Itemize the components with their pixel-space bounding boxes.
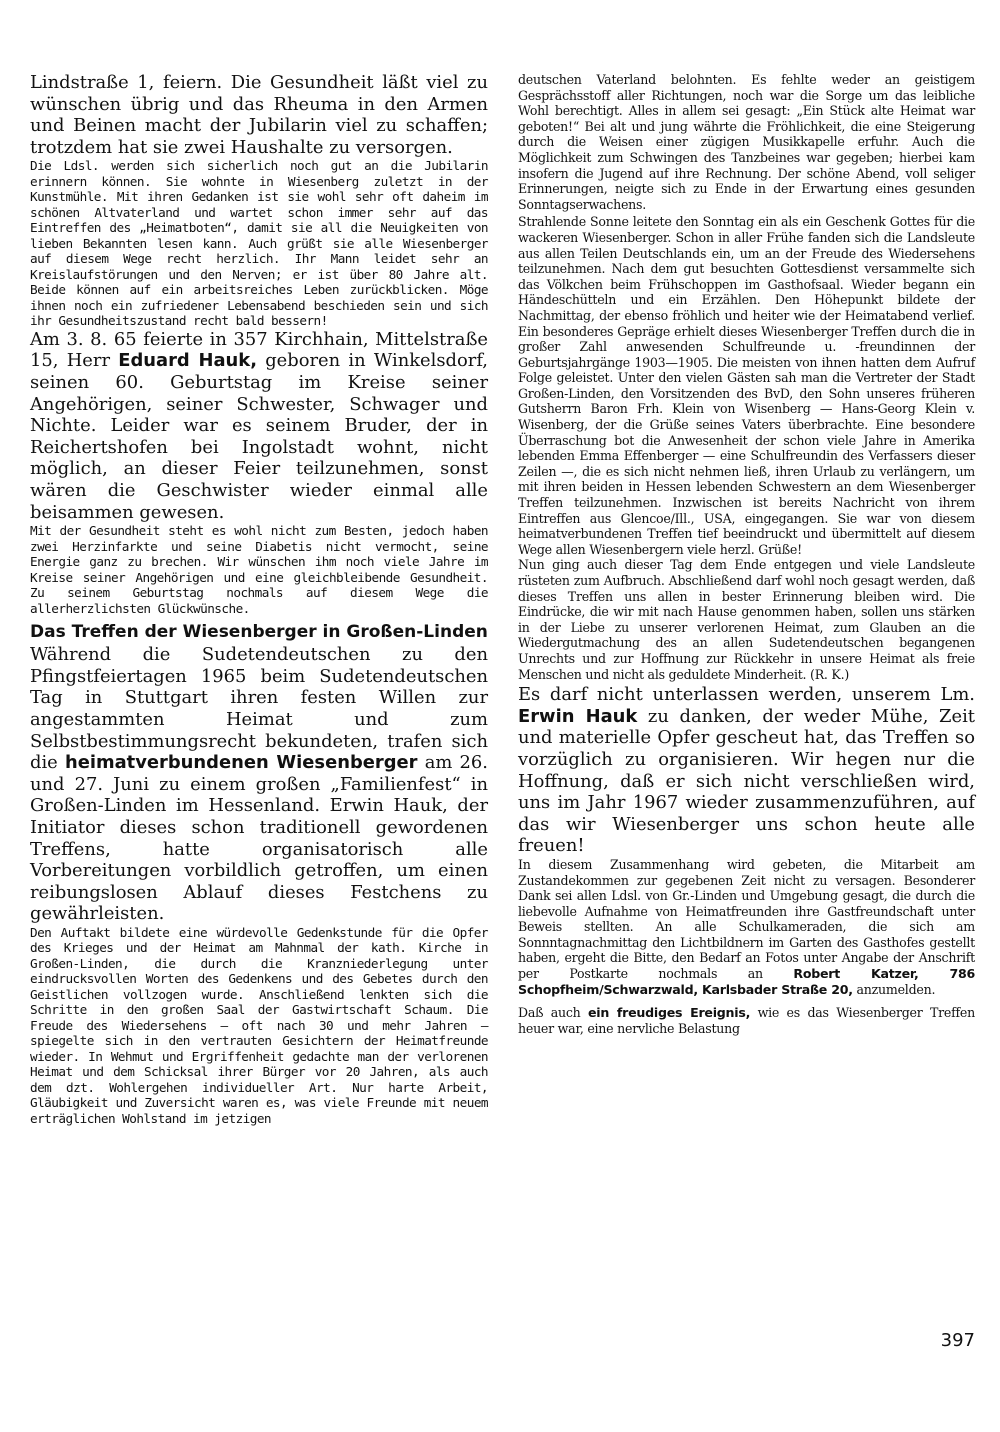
paragraph-jubilarin: Lindstraße 1, feiern. Die Gesundheit läßt viel zu wünschen übrig und das Rheuma in den Armen und Beinen macht der Jubilarin viel zu schaffen; trotzdem hat sie zwei Haushalte zu versorgen.	[30, 72, 488, 158]
paragraph-auftakt: Den Auftakt bildete eine würdevolle Gedenkstunde für die Opfer des Krieges und der Heimat am Mahnmal der kath. Kirche in Großen-Linden, die durch die Kranzniederlegung unter eindrucksvollen Worten des Gedenkens und des Gebetes durch den Geistlichen vollzogen wurde. Anschließend lenkten sich die Schritte in den großen Saal der Gastwirtschaft Schaum. Die Freude des Wiedersehens — oft nach 30 und mehr Jahren — spiegelte sich in den vertrauten Gesichtern der Heimatfreunde wieder. In Wehmut und Ergriffenheit gedachte man der verlorenen Heimat und dem Schicksal ihrer Bürger vor 20 Jahren, als auch dem dzt. Wohlergehen individueller Art. Nur harte Arbeit, Gläubigkeit und Zuversicht waren es, was viele Freunde mit neuem erträglichen Wohlstand im jetzigen	[30, 924, 488, 1126]
paragraph-vaterland: deutschen Vaterland belohnten. Es fehlte weder an geistigem Gesprächsstoff aller Richtungen, noch war die Sorge um das leibliche Wohl berechtigt. Alles in allem sei gesagt: „Ein Stück alte Heimat war geboten!“ Bei alt und jung währte die Fröhlichkeit, die eine Steigerung durch die Weisen einer zügigen Musikkapelle erfuhr. Auch die Möglichkeit zum Schwingen des Tanzbeines war gegeben; hierbei kam insofern die Jugend auf ihre Rechnung. Der schöne Abend, voll seliger Erinnerungen, neigte sich zu Ende in der Erwartung eines gesunden Sonntagserwachens.	[518, 72, 975, 212]
bold-freudiges-ereignis: ein freudiges Ereignis,	[588, 1005, 751, 1021]
right-column	[518, 72, 975, 1036]
paragraph-treffen-intro: Während die Sudetendeutschen zu den Pfingstfeiertagen 1965 beim Sudetendeutschen Tag in Stuttgart ihren festen Willen zur angestammten Heimat und zum Selbstbestimmungsrecht bekundeten, trafen sich die heimatverbundenen Wiesenberger am 26. und 27. Juni zu einem großen „Familienfest“ in Großen-Linden im Hessenland. Erwin Hauk, der Initiator dieses schon traditionell gewordenen Treffens, hatte organisatorisch alle Vorbereitungen vorbildlich getroffen, um einen reibungslosen Ablauf dieses Festchens zu gewährleisten.	[30, 644, 488, 925]
paragraph-zusammenhang: In diesem Zusammenhang wird gebeten, die Mitarbeit am Zustandekommen zur gegebenen Zeit nicht zu versagen. Besonderer Dank sei allen Ldsl. von Gr.-Linden und Umgebung gesagt, die durch die liebevolle Aufnahme von Heimatfreunden ihre Gastfreundschaft unter Beweis stellten. An alle Schulkameraden, die sich am Sonnntagnachmittag den Lichtbildnern im Garten des Gasthofes gestellt haben, ergeht die Bitte, den Bedarf an Fotos unter Angabe der Anschrift per Postkarte nochmals an Robert Katzer, 786 Schopfheim/Schwarzwald, Karlsbader Straße 20, anzumelden.	[518, 856, 975, 997]
bold-heimatverbundenen: heimatverbundenen Wiesenberger	[64, 752, 418, 774]
paragraph-eduard-hauk: Am 3. 8. 65 feierte in 357 Kirchhain, Mittelstraße 15, Herr Eduard Hauk, geboren in Winkelsdorf, seinen 60. Geburtstag im Kreise seiner Angehörigen, seiner Schwester, Schwager und Nichte. Leider war es seinem Bruder, der in Reichertshofen bei Ingolstadt wohnt, nicht möglich, an dieser Feier teilzunehmen, sonst wären die Geschwister wieder einmal alle beisammen gewesen.	[30, 328, 488, 523]
name-erwin-hauk: Erwin Hauk	[518, 705, 638, 727]
address-robert-katzer: Robert Katzer, 786 Schopfheim/Schwarzwald, Karlsbader Straße 20,	[518, 966, 975, 997]
page-number: 397	[940, 1330, 975, 1351]
left-column	[30, 72, 488, 1126]
paragraph-ereignis: Daß auch ein freudiges Ereignis, wie es das Wiesenberger Treffen heuer war, eine nervliche Belastung	[518, 1005, 975, 1036]
article-heading: Das Treffen der Wiesenberger in Großen-Linden	[30, 622, 488, 643]
paragraph-gesundheit: Mit der Gesundheit steht es wohl nicht zum Besten, jedoch haben zwei Herzinfarkte und seine Diabetis nicht vermocht, seine Energie ganz zu brechen. Wir wünschen ihm noch viele Jahre im Kreise seiner Angehörigen und eine gleichbleibende Gesundheit. Zu seinem Geburtstag nochmals auf diesem Wege die allerherzlichsten Glückwünsche.	[30, 523, 488, 616]
paragraph-ldsl: Die Ldsl. werden sich sicherlich noch gut an die Jubilarin erinnern können. Sie wohnte in Wiesenberg zuletzt in der Kunstmühle. Mit ihren Gedanken ist sie wohl sehr oft daheim im schönen Altvaterland und wartet schon immer sehr auf das Eintreffen des „Heimatboten“, damit sie all die Neuigkeiten von lieben Bekannten lesen kann. Auch grüßt sie alle Wiesenberger auf diesem Wege recht herzlich. Ihr Mann leidet sehr an Kreislaufstörungen und den Nerven; er ist über 80 Jahre alt. Beide können auf ein arbeitsreiches Leben zurückblicken. Möge ihnen noch ein zufriedener Lebensabend beschieden sein und sich ihr Gesundheitszustand recht bald bessern!	[30, 158, 488, 329]
paragraph-ende: Nun ging auch dieser Tag dem Ende entgegen und viele Landsleute rüsteten zum Aufbruch. Abschließend darf wohl noch gesagt werden, daß dieses Treffen uns allen in bester Erinnerung bleiben wird. Die Eindrücke, die wir mit nach Hause genommen haben, sollen uns stärken in der Liebe zu unserer verlorenen Heimat, zum Glauben an die Wiedergutmachung des an allen Sudetendeutschen begangenen Unrechts und zur Hoffnung zur Rückkehr in unsere Heimat als freie Menschen und nicht als geduldete Minderheit. (R. K.)	[518, 557, 975, 682]
paragraph-sonntag: Strahlende Sonne leitete den Sonntag ein als ein Geschenk Gottes für die wackeren Wiesenberger. Schon in aller Frühe fanden sich die Landsleute aus allen Teilen Deutschlands ein, um an der Freude des Wiedersehens teilzunehmen. Nach dem gut besuchten Gottesdienst versammelte sich das Völkchen beim Frühschoppen im Gasthofsaal. Wieder begann ein Händeschütteln und ein Erzählen. Den Höhepunkt bildete der Nachmittag, der ebenso fröhlich und heiter wie der Heimatabend verlief. Ein besonderes Gepräge erhielt dieses Wiesenberger Treffen durch die in großer Zahl anwesenden Schulfreunde u. -freundinnen der Geburtsjahrgänge 1903—1905. Die meisten von ihnen hatten dem Aufruf Folge geleistet. Unter den vielen Gästen sah man die Vertreter der Stadt Großen-Linden, den Vorsitzenden des BvD, den Sohn unseres früheren Gutsherrn Baron Frh. Klein von Wisenberg — Hans-Georg Klein v. Wisenberg, der die Grüße seines Vaters überbrachte. Eine besondere Überraschung bot die Anwesenheit der schon viele Jahre in Amerika lebenden Emma Effenberger — eine Schulfreundin des Verfassers dieser Zeilen —, die es sich nicht nehmen ließ, ihren Urlaub zu verlängern, um mit ihren beiden in Hessen lebenden Schwestern an dem Wiesenberger Treffen teilzunehmen. Inzwischen ist bereits Nachricht von ihrem Eintreffen aus Glencoe/Ill., USA, eingegangen. Sie war von diesem heimatverbundenen Treffen tief beeindruckt und übermittelt auf diesem Wege allen Wiesenbergern viele herzl. Grüße!	[518, 214, 975, 557]
name-eduard-hauk: Eduard Hauk,	[118, 350, 257, 372]
paragraph-dank: Es darf nicht unterlassen werden, unserem Lm. Erwin Hauk zu danken, der weder Mühe, Zeit und materielle Opfer gescheut hat, das Treffen so vorzüglich zu organisieren. Wir hegen nur die Hoffnung, daß er sich nicht verschließen wird, uns im Jahr 1967 wieder zusammenzuführen, auf das wir Wiesenberger uns schon heute alle freuen!	[518, 684, 975, 857]
